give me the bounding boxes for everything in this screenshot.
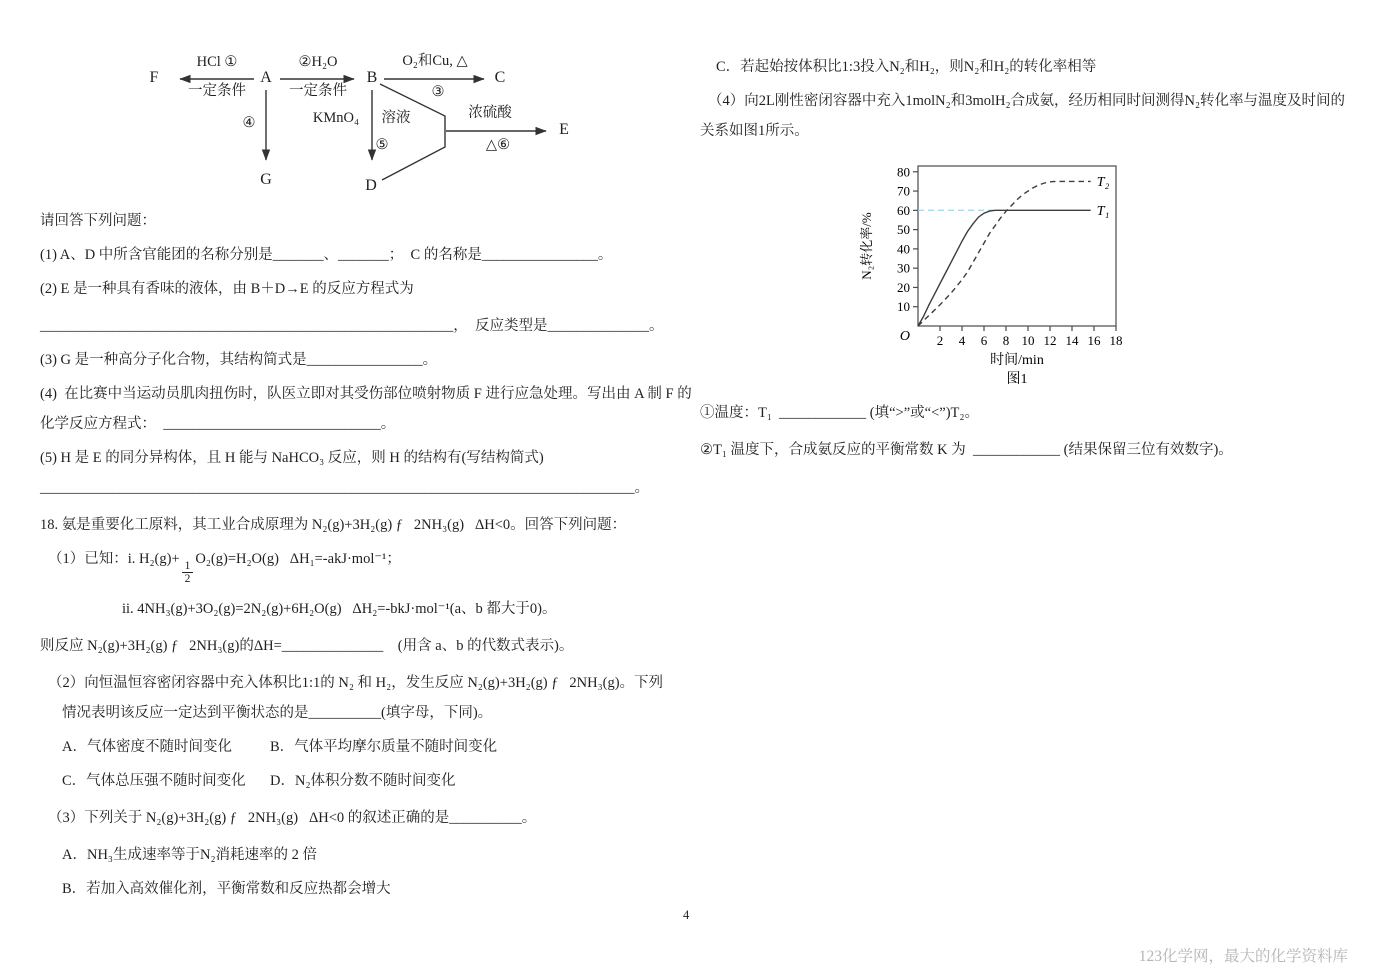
y-tick-label: 10 [897, 299, 910, 315]
label-h2o: ②H₂O [298, 54, 338, 70]
question-18-stem: 18. 氨是重要化工原料，其工业合成原理为 N₂(g)+3H₂(g) ƒ 2NH₃(g) ΔH<0。回答下列问题： [40, 517, 627, 533]
y-tick-label: 60 [897, 202, 910, 218]
label-cond1: 一定条件 [188, 83, 246, 99]
equation-i [40, 550, 695, 585]
plot-border [918, 166, 1116, 326]
node-b: B [366, 69, 378, 86]
x-axis-label: 时间/min [990, 353, 1044, 368]
option-c: C．气体总压强不随时间变化 [62, 773, 246, 790]
equation-ii: ii. 4NH₃(g)+3O₂(g)=2N₂(g)+6H₂O(g) ΔH₂=-bkJ·mol⁻¹(a、b 都大于0)。 [122, 601, 557, 618]
node-c: C [494, 69, 506, 86]
series-label-1: T₁ [1096, 203, 1110, 219]
node-d: D [365, 177, 377, 194]
question-3: (3) G 是一种高分子化合物，其结构简式是________________。 [40, 352, 438, 368]
origin-label: O [899, 329, 910, 344]
y-tick-label: 40 [897, 241, 910, 257]
label-kmno4: KMnO₄ [312, 110, 360, 126]
intro-text: 请回答下列问题： [40, 213, 156, 229]
question-5-answer-line: __________________________________________________________________________________。 [40, 480, 649, 496]
figure1-chart [856, 152, 1166, 392]
y-tick-label: 20 [897, 279, 910, 295]
option-a2: A．NH₃生成速率等于N₂消耗速率的 2 倍 [62, 847, 317, 864]
node-a: A [260, 69, 272, 86]
y-tick-label: 80 [897, 164, 910, 180]
fraction-one-half [182, 560, 194, 585]
series-label-2: T₂ [1096, 174, 1110, 190]
x-tick-label: 16 [1087, 333, 1101, 348]
label-o2cu: O₂和Cu, △ [402, 53, 468, 69]
question-4-line2: 化学反应方程式： ______________________________。 [40, 416, 396, 432]
y-tick-label: 30 [897, 260, 910, 276]
equation-i-prefix: （1）已知：i. H₂(g)+ [48, 551, 180, 567]
series-curve-2 [918, 181, 1091, 326]
y-tick-label: 70 [897, 183, 910, 199]
question-4-line1: (4) 在比赛中当运动员肌肉扭伤时，队医立即对其受伤部位喷射物质 F 进行应急处理。写出由 A 制 F 的 [40, 386, 692, 402]
options-row-ab [40, 738, 695, 757]
fraction-denominator: 2 [184, 573, 191, 586]
question-18-2-line2: 情况表明该反应一定达到平衡状态的是__________(填字母，下同)。 [62, 705, 493, 722]
option-b2: B．若加入高效催化剂，平衡常数和反应热都会增大 [62, 881, 391, 898]
question-5-line1: (5) H 是 E 的同分异构体，且 H 能与 NaHCO₃ 反应，则 H 的结构有(写结构简式) [40, 450, 544, 466]
options-row-cd [40, 772, 695, 791]
right-column [700, 58, 1350, 473]
label-hcl: HCl ① [196, 54, 238, 70]
option-b: B．气体平均摩尔质量不随时间变化 [270, 739, 498, 756]
label-cond2: 一定条件 [289, 83, 347, 99]
label-circle5: ⑤ [375, 137, 389, 153]
question-2-line2: _________________________________________________________， 反应类型是______________。 [40, 318, 664, 334]
node-e: E [559, 121, 569, 138]
option-a: A．气体密度不随时间变化 [62, 739, 232, 756]
x-tick-label: 14 [1065, 333, 1079, 348]
figure1-svg [856, 152, 1166, 392]
fraction-numerator: 1 [182, 560, 194, 573]
x-tick-label: 12 [1043, 333, 1057, 348]
option-d: D．N₂体积分数不随时间变化 [270, 773, 456, 790]
y-tick-label: 50 [897, 222, 910, 238]
question-18-4-line1: （4）向2L刚性密闭容器中充入1molN₂和3molH₂合成氨，经历相同时间测得N₂转化率与温度及时间的 [708, 93, 1346, 109]
delta-h-question: 则反应 N₂(g)+3H₂(g) ƒ 2NH₃(g)的ΔH=______________ (用含 a、b 的代数式表示)。 [40, 638, 574, 655]
page-number: 4 [683, 908, 690, 922]
label-rongye: 溶液 [381, 110, 411, 126]
figure-caption: 图1 [1006, 372, 1028, 387]
temperature-compare-question: ①温度：T₁ ____________ (填“>”或“<”)T₂。 [700, 405, 979, 421]
question-2-line1: (2) E 是一种具有香味的液体，由 B＋D→E 的反应方程式为 [40, 281, 414, 297]
node-f: F [149, 69, 159, 86]
option-c2: C．若起始按体积比1:3投入N₂和H₂，则N₂和H₂的转化率相等 [716, 59, 1097, 75]
reaction-scheme-diagram [132, 54, 692, 202]
question-18-2-line1: （2）向恒温恒容密闭容器中充入体积比1:1的 N₂ 和 H₂，发生反应 N₂(g)+3H₂(g) ƒ 2NH₃(g)。下列 [48, 675, 664, 692]
footer-watermark: 123化学网，最大的化学资料库 [1138, 948, 1348, 965]
question-1: (1) A、D 中所含官能团的名称分别是_______、_______； C 的名称是________________。 [40, 247, 613, 263]
question-18-4-line2: 关系如图1所示。 [700, 123, 809, 139]
label-acid: 浓硫酸 [468, 105, 512, 121]
x-tick-label: 8 [1002, 333, 1010, 348]
label-circle6: △⑥ [485, 137, 511, 153]
x-tick-label: 18 [1109, 333, 1123, 348]
x-tick-label: 6 [980, 333, 988, 348]
x-tick-label: 10 [1021, 333, 1035, 348]
question-18-3: （3）下列关于 N₂(g)+3H₂(g) ƒ 2NH₃(g) ΔH<0 的叙述正确的是__________。 [48, 810, 537, 827]
label-circle3: ③ [431, 84, 445, 100]
equation-i-suffix: O₂(g)=H₂O(g) ΔH₁=-akJ·mol⁻¹； [195, 551, 401, 567]
x-tick-label: 4 [958, 333, 966, 348]
left-column [40, 50, 695, 912]
reaction-arrows [132, 54, 692, 202]
node-g: G [260, 171, 272, 188]
series-curve-1 [918, 210, 1091, 326]
equilibrium-constant-question: ②T₁ 温度下，合成氨反应的平衡常数 K 为 ____________ (结果保留三位有效数字)。 [700, 442, 1233, 458]
x-tick-label: 2 [936, 333, 944, 348]
label-circle4: ④ [242, 115, 256, 131]
y-axis-label: N₂转化率/% [859, 212, 874, 280]
